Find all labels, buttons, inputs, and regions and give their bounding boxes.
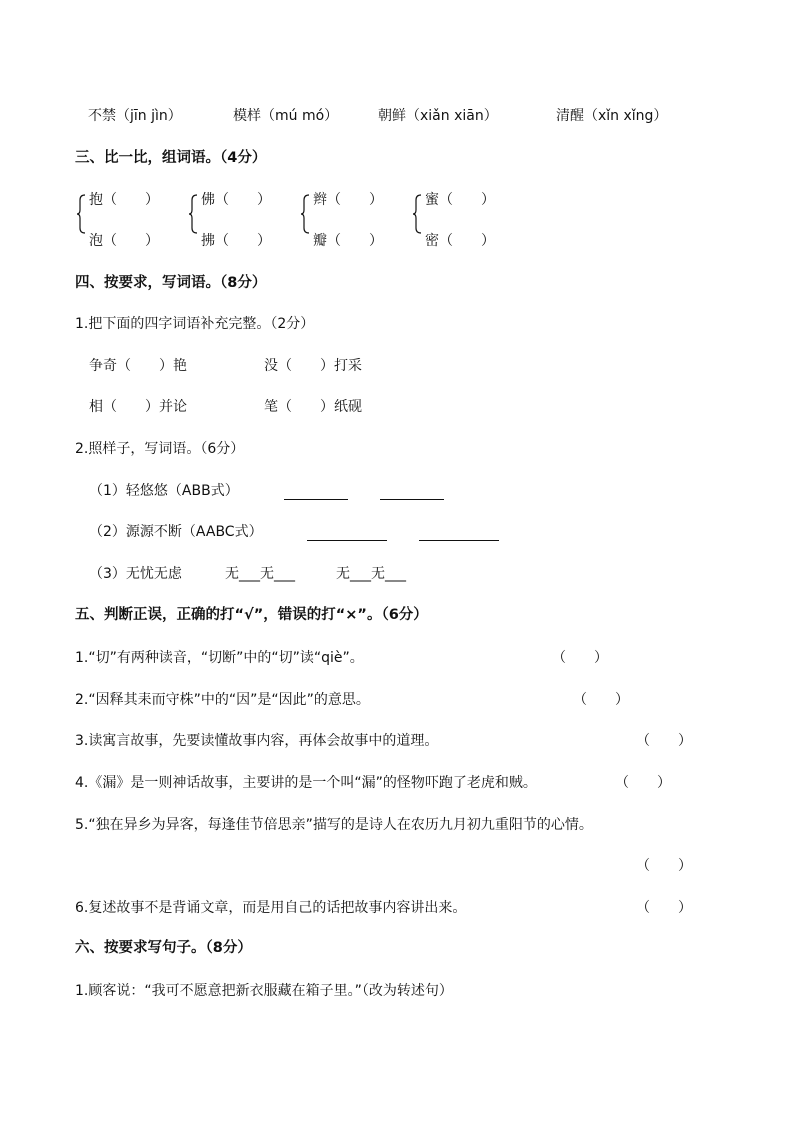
answer-paren[interactable]: （ ） [636, 900, 692, 916]
compare-word: 拂（ ） [201, 233, 271, 249]
idiom-item: 没（ ）打采 [264, 358, 362, 374]
compare-word: 密（ ） [425, 233, 495, 249]
judgement-item: 4.《漏》是一则神话故事，主要讲的是一个叫“漏”的怪物吓跑了老虎和贼。 [75, 775, 537, 791]
answer-blank[interactable] [284, 484, 348, 500]
question-title: 1.把下面的四字词语补充完整。（2分） [75, 316, 315, 332]
judgement-item: 1.“切”有两种读音，“切断”中的“切”读“qiè”。 [75, 650, 364, 666]
brace-icon [301, 194, 310, 234]
compare-word: 瓣（ ） [313, 233, 383, 249]
answer-blank[interactable] [307, 525, 387, 541]
pinyin-item: 朝鲜（xiǎn xiān） [378, 108, 498, 124]
judgement-item: 5.“独在异乡为异客，每逢佳节倍思亲”描写的是诗人在农历九月初九重阳节的心情。 [75, 817, 593, 833]
answer-blank[interactable] [380, 484, 444, 500]
compare-word: 泡（ ） [89, 233, 159, 249]
pinyin-item: 清醒（xǐn xǐng） [556, 108, 668, 124]
answer-paren[interactable]: （ ） [615, 775, 671, 791]
idiom-item: 笔（ ）纸砚 [264, 399, 362, 415]
answer-blank[interactable] [419, 525, 499, 541]
question-title: 2.照样子，写词语。（6分） [75, 441, 245, 457]
judgement-item: 6.复述故事不是背诵文章，而是用自己的话把故事内容讲出来。 [75, 900, 467, 916]
pattern-item: （3）无忧无虑 [89, 566, 182, 582]
brace-icon [77, 194, 86, 234]
fill-pattern[interactable]: 无___无___ [225, 566, 295, 582]
pinyin-item: 模样（mú mó） [233, 108, 339, 124]
compare-word: 佛（ ） [201, 192, 271, 208]
judgement-item: 3.读寓言故事，先要读懂故事内容，再体会故事中的道理。 [75, 733, 439, 749]
rewrite-question: 1.顾客说：“我可不愿意把新衣服藏在箱子里。”（改为转述句） [75, 983, 453, 999]
brace-icon [413, 194, 422, 234]
pattern-item: （2）源源不断（AABC式） [89, 524, 263, 540]
pattern-item: （1）轻悠悠（ABB式） [89, 483, 239, 499]
pinyin-item: 不禁（jīn jìn） [88, 108, 182, 124]
answer-paren[interactable]: （ ） [552, 650, 608, 666]
section-heading: 五、判断正误，正确的打“√”，错误的打“×”。（6分） [75, 607, 428, 623]
answer-paren[interactable]: （ ） [573, 692, 629, 708]
answer-paren[interactable]: （ ） [636, 733, 692, 749]
compare-word: 抱（ ） [89, 192, 159, 208]
section-heading: 六、按要求写句子。（8分） [75, 940, 252, 956]
fill-pattern[interactable]: 无___无___ [336, 566, 406, 582]
judgement-item: 2.“因释其耒而守株”中的“因”是“因此”的意思。 [75, 692, 370, 708]
compare-word: 辫（ ） [313, 192, 383, 208]
section-heading: 三、比一比，组词语。（4分） [75, 150, 267, 166]
idiom-item: 相（ ）并论 [89, 399, 187, 415]
idiom-item: 争奇（ ）艳 [89, 358, 187, 374]
section-heading: 四、按要求，写词语。（8分） [75, 275, 267, 291]
compare-word: 蜜（ ） [425, 192, 495, 208]
answer-paren[interactable]: （ ） [636, 858, 692, 874]
brace-icon [189, 194, 198, 234]
